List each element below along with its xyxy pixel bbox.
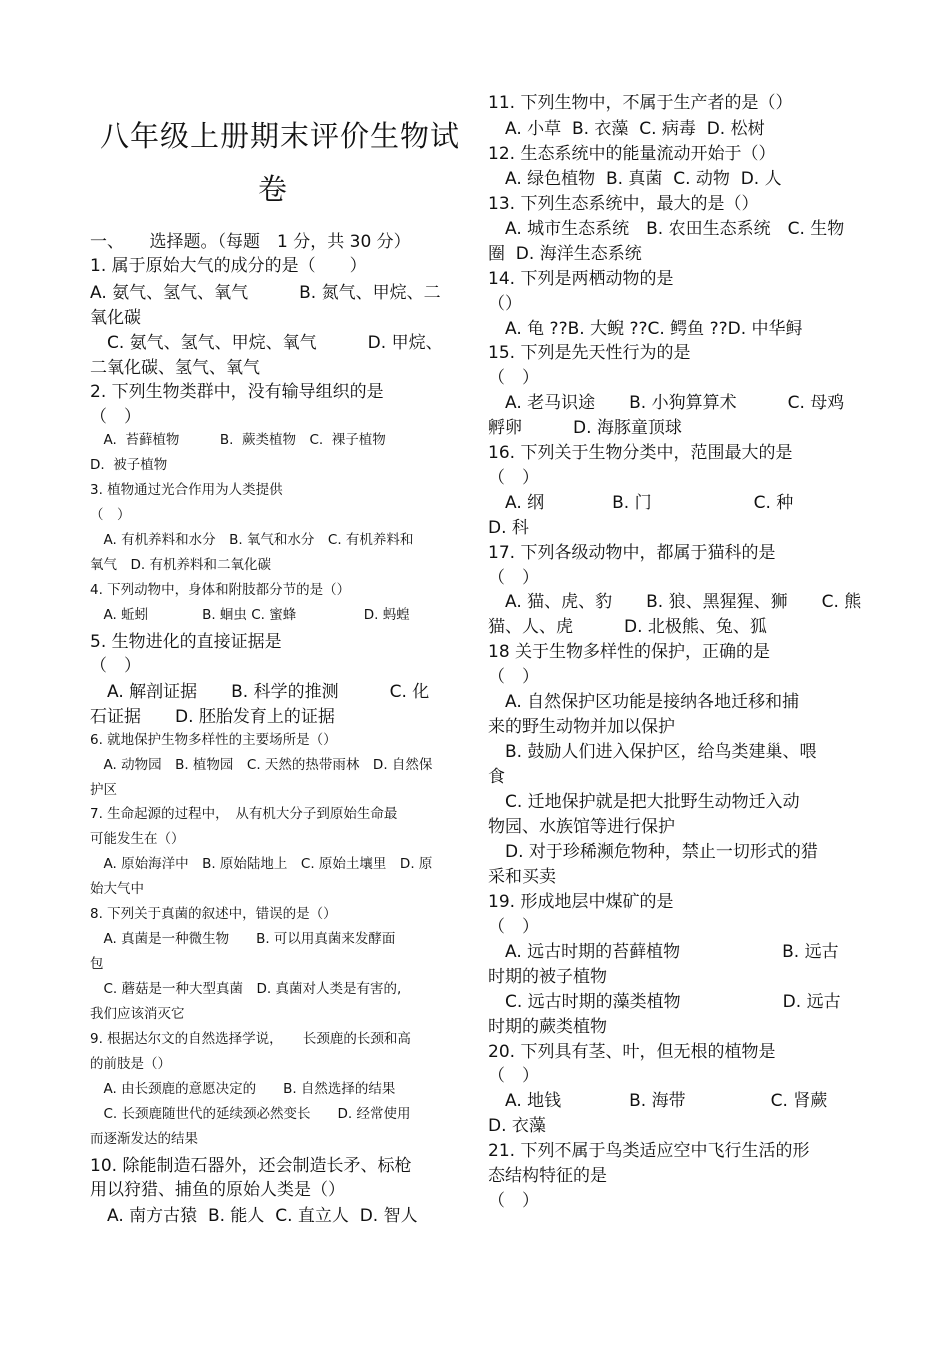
left-text-line: 9. 根据达尔文的自然选择学说， 长颈鹿的长颈和高 [90, 1031, 411, 1047]
left-text-line: 6. 就地保护生物多样性的主要场所是（） [90, 732, 337, 748]
right-text-line: A. 老马识途 B. 小狗算算术 C. 母鸡 [488, 393, 845, 413]
left-text-line: 3. 植物通过光合作用为人类提供 [90, 482, 283, 498]
left-text-line: 氧气 D. 有机养料和二氧化碳 [90, 557, 271, 573]
left-text-line: （ ） [90, 407, 141, 427]
left-text-line: 一、 选择题。（每题 1 分，共 30 分） [90, 232, 411, 252]
left-text-line: 的前肢是（） [90, 1056, 171, 1072]
left-text-line: 护区 [90, 782, 117, 798]
right-text-line: 20. 下列具有茎、叶，但无根的植物是 [488, 1042, 776, 1062]
left-text-line: A. 南方古猿 B. 能人 C. 直立人 D. 智人 [90, 1206, 418, 1226]
left-text-line: 7. 生命起源的过程中， 从有机大分子到原始生命最 [90, 806, 398, 822]
left-text-line: A. 解剖证据 B. 科学的推测 C. 化 [90, 682, 430, 702]
right-text-line: 15. 下列是先天性行为的是 [488, 343, 691, 363]
right-text-line: 猫、人、虎 D. 北极熊、兔、狐 [488, 617, 767, 637]
right-text-line: 13. 下列生态系统中，最大的是（） [488, 194, 759, 214]
left-text-line: 1. 属于原始大气的成分的是（ ） [90, 256, 367, 276]
right-text-line: （ ） [488, 1191, 539, 1211]
right-text-line: 18 关于生物多样性的保护，正确的是 [488, 642, 771, 662]
left-text-line: 始大气中 [90, 881, 144, 897]
left-text-line: C. 蘑菇是一种大型真菌 D. 真菌对人类是有害的, [90, 981, 402, 997]
left-text-line: C. 氨气、氢气、甲烷、氧气 D. 甲烷、 [90, 333, 443, 353]
right-text-line: B. 鼓励人们进入保护区，给鸟类建巢、喂 [488, 742, 817, 762]
right-text-line: （ ） [488, 368, 539, 388]
right-text-line: C. 远古时期的藻类植物 D. 远古 [488, 992, 841, 1012]
right-text-line: 17. 下列各级动物中，都属于猫科的是 [488, 543, 776, 563]
right-text-line: 时期的被子植物 [488, 967, 607, 987]
left-text-line: 二氧化碳、氢气、氧气 [90, 358, 260, 378]
right-text-line: 21. 下列不属于鸟类适应空中飞行生活的形 [488, 1141, 810, 1161]
right-text-line: A. 猫、虎、豹 B. 狼、黑猩猩、狮 C. 熊 [488, 592, 862, 612]
right-text-line: 12. 生态系统中的能量流动开始于（） [488, 144, 776, 164]
right-text-line: 16. 下列关于生物分类中，范围最大的是 [488, 443, 793, 463]
left-text-line: （ ） [90, 507, 131, 523]
left-text-line: 可能发生在（） [90, 831, 185, 847]
right-text-line: （ ） [488, 917, 539, 937]
right-text-line: 物园、水族馆等进行保护 [488, 817, 675, 837]
document-title-line-1: 八年级上册期末评价生物试 [100, 119, 461, 153]
document-title-line-2: 卷 [258, 172, 289, 206]
right-text-line: D. 科 [488, 518, 529, 538]
left-text-line: 2. 下列生物类群中，没有输导组织的是 [90, 382, 384, 402]
right-text-line: A. 远古时期的苔藓植物 B. 远古 [488, 942, 839, 962]
right-text-line: （ ） [488, 568, 539, 588]
right-text-line: D. 衣藻 [488, 1116, 546, 1136]
left-text-line: A. 有机养料和水分 B. 氧气和水分 C. 有机养料和 [90, 532, 414, 548]
left-text-line: 石证据 D. 胚胎发育上的证据 [90, 707, 335, 727]
left-text-line: 我们应该消灭它 [90, 1006, 185, 1022]
right-text-line: 时期的蕨类植物 [488, 1017, 607, 1037]
right-text-line: 食 [488, 767, 505, 787]
right-text-line: 采和买卖 [488, 867, 556, 887]
left-text-line: 8. 下列关于真菌的叙述中，错误的是（） [90, 906, 337, 922]
right-text-line: 19. 形成地层中煤矿的是 [488, 892, 674, 912]
right-text-line: D. 对于珍稀濒危物种，禁止一切形式的猎 [488, 842, 818, 862]
right-text-line: 14. 下列是两栖动物的是 [488, 269, 674, 289]
left-text-line: A. 苔藓植物 B. 蕨类植物 C. 裸子植物 [90, 432, 386, 448]
right-text-line: A. 小草 B. 衣藻 C. 病毒 D. 松树 [488, 119, 765, 139]
right-text-line: 孵卵 D. 海豚童顶球 [488, 418, 682, 438]
left-text-line: 而逐渐发达的结果 [90, 1131, 198, 1147]
left-text-line: A. 动物园 B. 植物园 C. 天然的热带雨林 D. 自然保 [90, 757, 433, 773]
left-text-line: 氧化碳 [90, 308, 141, 328]
right-text-line: 来的野生动物并加以保护 [488, 717, 675, 737]
left-text-line: 5. 生物进化的直接证据是 [90, 632, 282, 652]
right-text-line: （ ） [488, 667, 539, 687]
right-text-line: （） [488, 294, 522, 314]
left-text-line: A. 真菌是一种微生物 B. 可以用真菌来发酵面 [90, 931, 396, 947]
right-text-line: （ ） [488, 468, 539, 488]
right-text-line: 圈 D. 海洋生态系统 [488, 244, 642, 264]
right-text-line: A. 自然保护区功能是接纳各地迁移和捕 [488, 692, 800, 712]
left-text-line: 4. 下列动物中，身体和附肢都分节的是（） [90, 582, 351, 598]
left-text-line: A. 原始海洋中 B. 原始陆地上 C. 原始土壤里 D. 原 [90, 856, 433, 872]
left-text-line: 10. 除能制造石器外，还会制造长矛、标枪 [90, 1156, 412, 1176]
right-text-line: 11. 下列生物中，不属于生产者的是（） [488, 93, 793, 113]
left-text-line: A. 由长颈鹿的意愿决定的 B. 自然选择的结果 [90, 1081, 396, 1097]
right-text-line: A. 纲 B. 门 C. 种 [488, 493, 794, 513]
left-text-line: 包 [90, 956, 104, 972]
right-text-line: A. 龟 ??B. 大鲵 ??C. 鳄鱼 ??D. 中华鲟 [488, 319, 803, 339]
left-text-line: A. 蚯蚓 B. 蛔虫 C. 蜜蜂 D. 蚂蝗 [90, 607, 410, 623]
right-text-line: A. 城市生态系统 B. 农田生态系统 C. 生物 [488, 219, 845, 239]
right-text-line: 态结构特征的是 [488, 1166, 607, 1186]
left-text-line: D. 被子植物 [90, 457, 168, 473]
left-text-line: A. 氨气、氢气、氧气 B. 氮气、甲烷、二 [90, 283, 441, 303]
right-text-line: A. 绿色植物 B. 真菌 C. 动物 D. 人 [488, 169, 782, 189]
left-text-line: 用以狩猎、捕鱼的原始人类是（） [90, 1180, 345, 1200]
left-text-line: C. 长颈鹿随世代的延续颈必然变长 D. 经常使用 [90, 1106, 411, 1122]
right-text-line: （ ） [488, 1066, 539, 1086]
right-text-line: C. 迁地保护就是把大批野生动物迁入动 [488, 792, 800, 812]
left-text-line: （ ） [90, 656, 141, 676]
right-text-line: A. 地钱 B. 海带 C. 肾蕨 [488, 1091, 828, 1111]
